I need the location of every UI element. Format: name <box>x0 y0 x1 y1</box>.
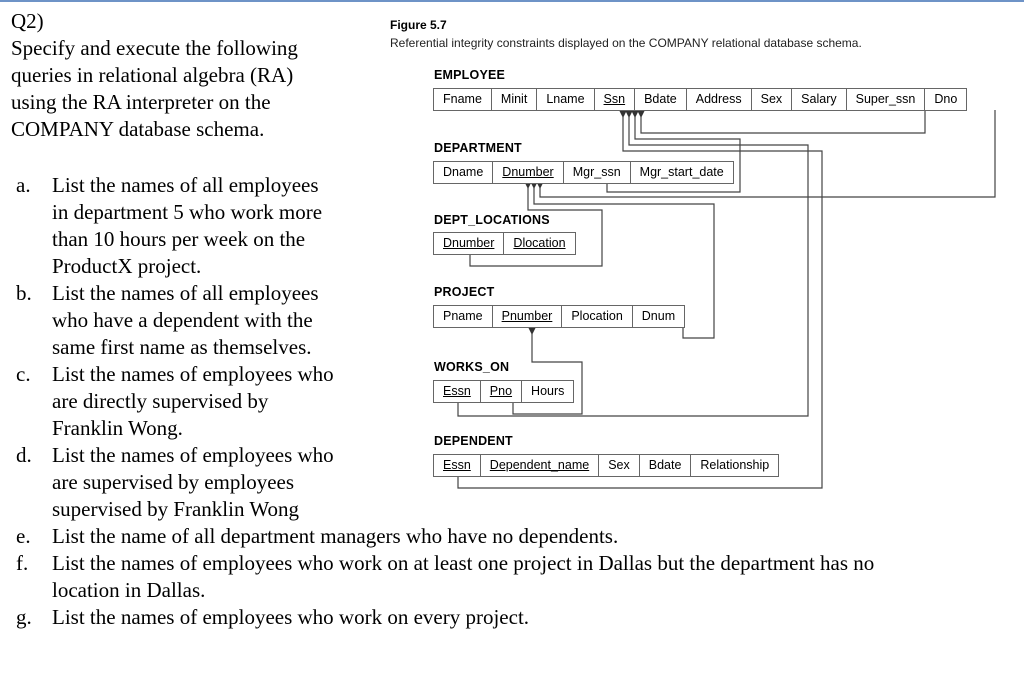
attr-cell: Sex <box>752 89 793 110</box>
item-line: ProductX project. <box>52 254 202 278</box>
attr-cell: Fname <box>434 89 492 110</box>
attr-cell-key: Dependent_name <box>481 455 599 476</box>
table-name-project: PROJECT <box>434 285 495 299</box>
query-item-f <box>16 550 874 604</box>
item-line: are supervised by employees <box>52 470 295 494</box>
attr-cell: Plocation <box>562 306 632 327</box>
fk-line-super-ssn <box>641 110 925 133</box>
item-marker: g. <box>16 605 32 629</box>
item-line: are directly supervised by <box>52 389 269 413</box>
item-line: List the names of employees who <box>52 443 334 467</box>
attr-cell: Bdate <box>640 455 692 476</box>
item-line: same first name as themselves. <box>52 335 312 359</box>
table-department <box>433 161 734 184</box>
item-marker: c. <box>16 362 31 386</box>
attr-cell-key: Dnumber <box>434 233 504 254</box>
attr-cell: Lname <box>537 89 594 110</box>
table-name-works-on: WORKS_ON <box>434 360 510 374</box>
table-name-department: DEPARTMENT <box>434 141 522 155</box>
intro-line: Specify and execute the following <box>11 36 298 60</box>
attr-cell: Super_ssn <box>847 89 926 110</box>
item-line: List the names of employees who work on at least one project in Dallas but the department has no <box>52 551 875 575</box>
item-marker: d. <box>16 443 32 467</box>
attr-cell-key: Essn <box>434 381 481 402</box>
query-item-e <box>16 523 874 550</box>
attr-cell-key: Pnumber <box>493 306 563 327</box>
item-line: who have a dependent with the <box>52 308 313 332</box>
attr-cell-key: Dlocation <box>513 236 566 250</box>
attr-cell: Dname <box>434 162 493 183</box>
item-marker: f. <box>16 551 29 575</box>
intro-line: using the RA interpreter on the <box>11 90 271 114</box>
intro-line: queries in relational algebra (RA) <box>11 63 294 87</box>
attr-cell: Dnum <box>641 309 676 323</box>
item-line: List the names of employees who work on every project. <box>52 605 530 629</box>
attr-cell: Pname <box>434 306 493 327</box>
item-line: List the name of all department managers who have no dependents. <box>52 524 619 548</box>
question-header <box>11 8 298 143</box>
item-line: Franklin Wong. <box>52 416 183 440</box>
attr-cell-key: Essn <box>434 455 481 476</box>
figure-title: Figure 5.7 <box>390 18 447 32</box>
item-line: List the names of all employees <box>52 173 319 197</box>
attr-cell-key: Ssn <box>595 89 636 110</box>
attr-cell: Mgr_ssn <box>564 162 631 183</box>
item-line: location in Dallas. <box>52 578 206 602</box>
item-marker: a. <box>16 173 31 197</box>
item-line: List the names of employees who <box>52 362 334 386</box>
attr-cell: Salary <box>792 89 846 110</box>
query-item-g <box>16 604 874 631</box>
question-number: Q2) <box>11 9 44 33</box>
top-border <box>0 0 1024 2</box>
attr-cell: Dno <box>934 92 958 106</box>
item-line: supervised by Franklin Wong <box>52 497 299 521</box>
item-line: than 10 hours per week on the <box>52 227 306 251</box>
attr-cell: Minit <box>492 89 537 110</box>
table-dept-locations <box>433 232 576 255</box>
table-dependent <box>433 454 779 477</box>
item-line: List the names of all employees <box>52 281 319 305</box>
attr-cell: Bdate <box>635 89 687 110</box>
table-name-employee: EMPLOYEE <box>434 68 506 82</box>
attr-cell-key: Pno <box>481 381 522 402</box>
table-name-dependent: DEPENDENT <box>434 434 513 448</box>
attr-cell: Relationship <box>700 458 770 472</box>
table-name-dept-locations: DEPT_LOCATIONS <box>434 213 550 227</box>
attr-cell: Hours <box>531 384 565 398</box>
item-line: in department 5 who work more <box>52 200 323 224</box>
item-marker: e. <box>16 524 31 548</box>
table-employee <box>433 88 967 111</box>
figure-caption: Referential integrity constraints displayed on the COMPANY relational database schema. <box>390 36 862 50</box>
table-project <box>433 305 685 328</box>
attr-cell: Mgr_start_date <box>639 165 724 179</box>
attr-cell: Address <box>687 89 752 110</box>
attr-cell: Sex <box>599 455 640 476</box>
attr-cell-key: Dnumber <box>493 162 563 183</box>
table-works-on <box>433 380 574 403</box>
intro-line: COMPANY database schema. <box>11 117 265 141</box>
item-marker: b. <box>16 281 32 305</box>
